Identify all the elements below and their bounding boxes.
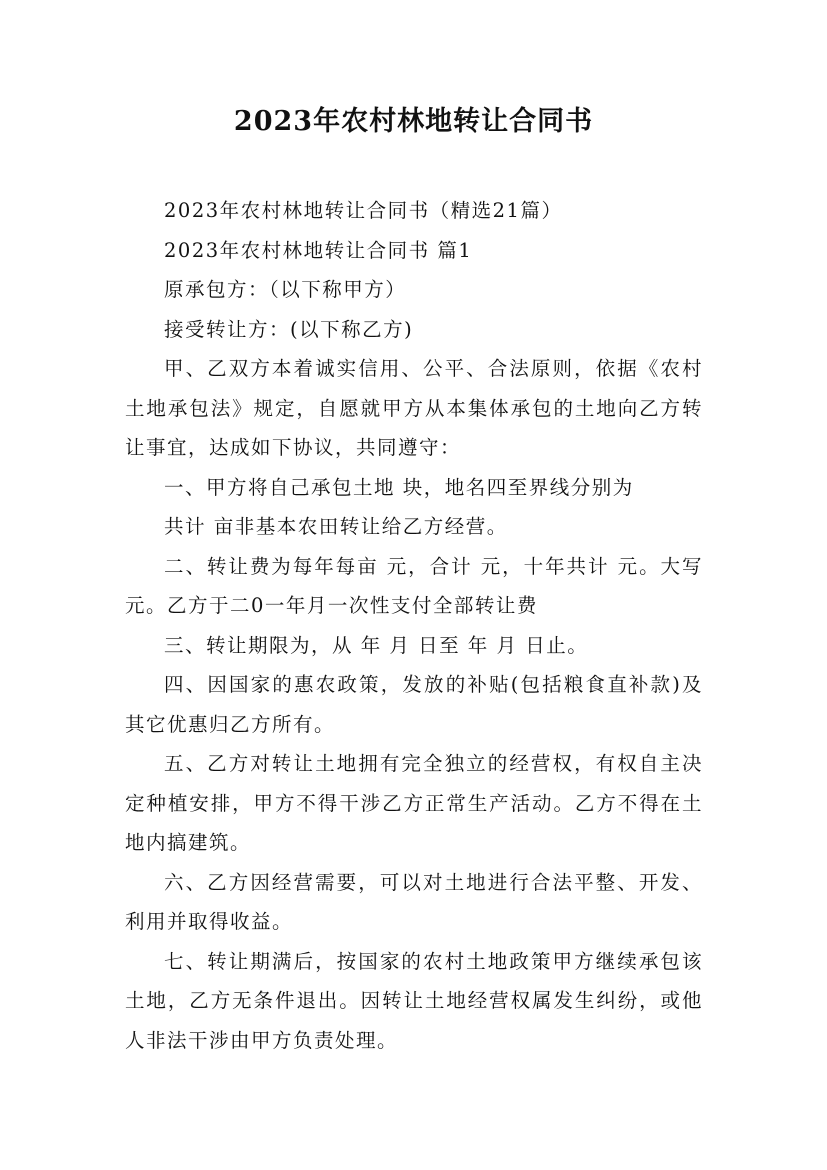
document-title: 2023年农村林地转让合同书	[233, 106, 594, 137]
paragraph-clause-2: 二、转让费为每年每亩 元，合计 元，十年共计 元。大写 元。乙方于二0一年月一次性支付全部转让费	[125, 554, 703, 617]
paragraph-clause-4: 四、因国家的惠农政策，发放的补贴(包括粮食直补款)及其它优惠归乙方所有。	[125, 673, 703, 736]
paragraph-party-b: 接受转让方：(以下称乙方)	[164, 317, 414, 341]
paragraph-clause-1-cont: 共计 亩非基本农田转让给乙方经营。	[164, 515, 508, 538]
paragraph-clause-5: 五、乙方对转让土地拥有完全独立的经营权，有权自主决定种植安排，甲方不得干涉乙方正常生产活动。乙方不得在土地内搞建筑。	[125, 752, 703, 854]
paragraph-clause-1: 一、甲方将自己承包土地 块，地名四至界线分别为	[164, 475, 634, 499]
paragraph-party-a: 原承包方：（以下称甲方）	[164, 278, 407, 301]
paragraph-subtitle: 2023年农村林地转让合同书（精选21篇）	[164, 199, 563, 222]
paragraph-section-heading: 2023年农村林地转让合同书 篇1	[164, 238, 473, 262]
paragraph-clause-6: 六、乙方因经营需要，可以对土地进行合法平整、开发、利用并取得收益。	[125, 870, 703, 933]
paragraph-preamble: 甲、乙双方本着诚实信用、公平、合法原则，依据《农村土地承包法》规定，自愿就甲方从本集体承包的土地向乙方转让事宜，达成如下协议，共同遵守：	[125, 357, 703, 459]
paragraph-clause-7: 七、转让期满后，按国家的农村土地政策甲方继续承包该土地，乙方无条件退出。因转让土地经营权属发生纠纷，或他人非法干涉由甲方负责处理。	[125, 949, 703, 1052]
paragraph-clause-3: 三、转让期限为，从 年 月 日至 年 月 日止。	[164, 633, 589, 657]
document-body	[125, 191, 703, 1060]
